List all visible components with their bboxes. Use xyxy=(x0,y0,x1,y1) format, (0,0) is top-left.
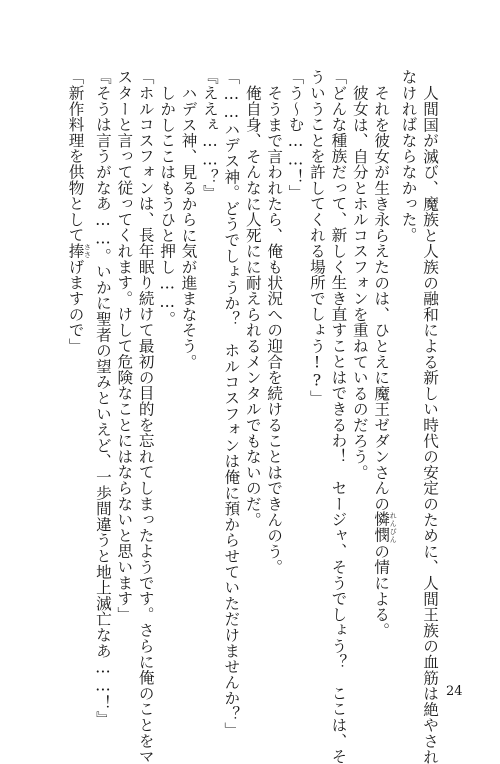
ruby-annotation xyxy=(372,511,398,543)
text-line: なければならなかった。 xyxy=(399,69,418,243)
text-line: 「ホルコスフォンは、長年眠り続けて最初の目的を忘れてしまったようです。さらに俺のことをマ xyxy=(136,69,155,764)
ruby-base: 憐憫 xyxy=(372,511,391,543)
text-line: 彼女は、自分とホルコスフォンを重ねているのだろう。 xyxy=(350,84,369,480)
text-line: 「……ハデス神。どうでしょうか？ ホルコスフォンは俺に預からせていただけませんか？」 xyxy=(222,69,241,738)
text-span: それを彼女が生き永らえたのは、ひとえに魔王ゼダンさんの xyxy=(372,84,391,512)
text-line: 『ええぇ……？』 xyxy=(200,69,219,201)
text-line: しかしここはもうひと押し……。 xyxy=(158,84,177,327)
text-line: 人間国が滅び、魔族と人族の融和による新しい時代の安定のために、人間王族の血筋は絶やされ xyxy=(421,84,439,764)
text-span: げ xyxy=(66,258,85,275)
ruby-base: 捧 xyxy=(66,242,85,259)
text-span: 「新作料理を供物として xyxy=(66,69,85,243)
ruby-reading: ささ xyxy=(83,242,92,259)
text-line: ういうことを許してくれる場所でしょう!?」 xyxy=(307,69,326,406)
text-span: ますので」 xyxy=(66,274,85,354)
text-line: 俺自身、そんなに人死にに耐えられるメンタルでもないのだ。 xyxy=(243,84,262,527)
text-line: そうまで言われたら、俺も状況への迎合を続けることはできんのう。 xyxy=(265,84,284,575)
text-line: 「う～む……！」 xyxy=(286,69,305,201)
text-line: 『そうは言うがなあ……。いかに聖者の望みといえど、一歩間違うと地上滅亡なあ……！』 xyxy=(93,69,112,727)
ruby-reading: れんびん xyxy=(389,511,398,543)
text-span: の情による。 xyxy=(372,542,391,638)
ruby-annotation xyxy=(66,242,92,259)
text-line: スターと言って従ってくれます。けして危険なことにはならないと思います」 xyxy=(115,69,134,622)
page-number: 24 xyxy=(446,684,463,699)
body-text xyxy=(64,69,440,764)
text-line xyxy=(370,69,397,644)
text-line: 「どんな種族だって、新しく生き直すことはできるわ！ セージャ、そうでしょう？ ここは、そ xyxy=(329,69,348,764)
text-line xyxy=(64,69,91,644)
text-line: ハデス神、見るからに気が進まなそう。 xyxy=(179,84,198,369)
